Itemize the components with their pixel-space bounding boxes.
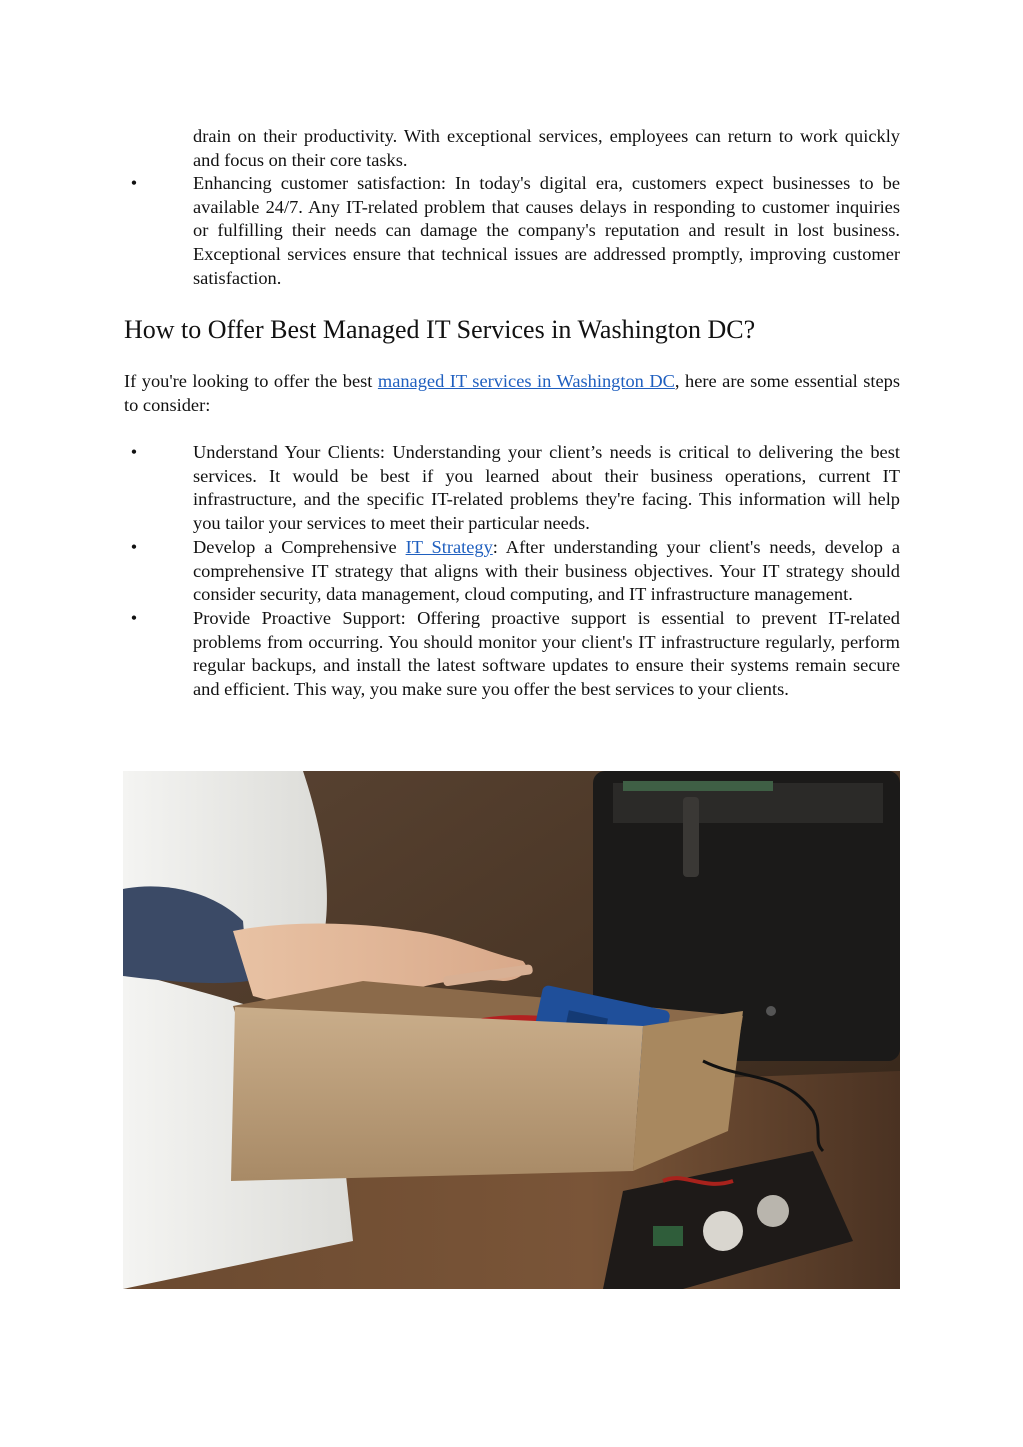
list-item-it-strategy xyxy=(124,536,900,607)
bullet-icon: • xyxy=(130,536,138,557)
photo-hand-on-electronics-box xyxy=(123,771,900,1289)
it-strategy-link[interactable]: IT Strategy xyxy=(405,536,493,557)
intro-text-after-link: , here are some essential steps to consider: xyxy=(124,371,901,415)
list-item-proactive-support xyxy=(124,607,900,702)
continuation-paragraph xyxy=(193,125,900,172)
bullet-icon: • xyxy=(130,173,138,193)
list-item-text-before-link: Develop a Comprehensive xyxy=(193,536,406,557)
top-bullet-list xyxy=(124,172,900,291)
list-item-customer-satisfaction xyxy=(124,172,900,291)
section-heading: How to Offer Best Managed IT Services in Washington DC? xyxy=(124,315,756,344)
list-item-understand-clients xyxy=(124,441,900,536)
list-item-text: Provide Proactive Support: Offering proactive support is essential to prevent IT-related problems from occurring. You should monitor your client's IT infrastructure regularly, perform regular backups, and install the latest software updates to ensure their systems remain secure and efficient. This way, you make sure you offer the best services to your clients. xyxy=(193,607,900,700)
managed-it-services-link[interactable]: managed IT services in Washington DC xyxy=(377,371,675,391)
intro-paragraph xyxy=(124,370,900,417)
list-item-text: Understand Your Clients: Understanding your client’s needs is critical to delivering the best services. It would be best if you learned about their business operations, current IT infrastructure, and the specific IT-related problems they're facing. This information will help you tailor your services to meet their particular needs. xyxy=(193,442,900,534)
steps-list xyxy=(124,441,900,702)
list-item-text: Enhancing customer satisfaction: In today's digital era, customers expect businesses to be available 24/7. Any IT-related problem that causes delays in responding to customer inquiries or fulfilling their needs can damage the company's reputation and result in lost business. Exceptional services ensure that technical issues are addressed promptly, improving customer satisfaction. xyxy=(193,173,900,288)
photo-illustration xyxy=(123,771,900,1289)
continuation-text: drain on their productivity. With exceptional services, employees can return to work quickly and focus on their core tasks. xyxy=(193,126,900,170)
bullet-icon: • xyxy=(130,442,138,462)
bullet-icon: • xyxy=(130,607,138,628)
intro-text-before-link: If you're looking to offer the best xyxy=(124,371,378,391)
list-item-text-after-link: : After understanding your client's needs, develop a comprehensive IT strategy that aligns with their business objectives. Your IT strategy should consider security, data management, cloud computing, and IT infrastructure management. xyxy=(193,536,901,605)
